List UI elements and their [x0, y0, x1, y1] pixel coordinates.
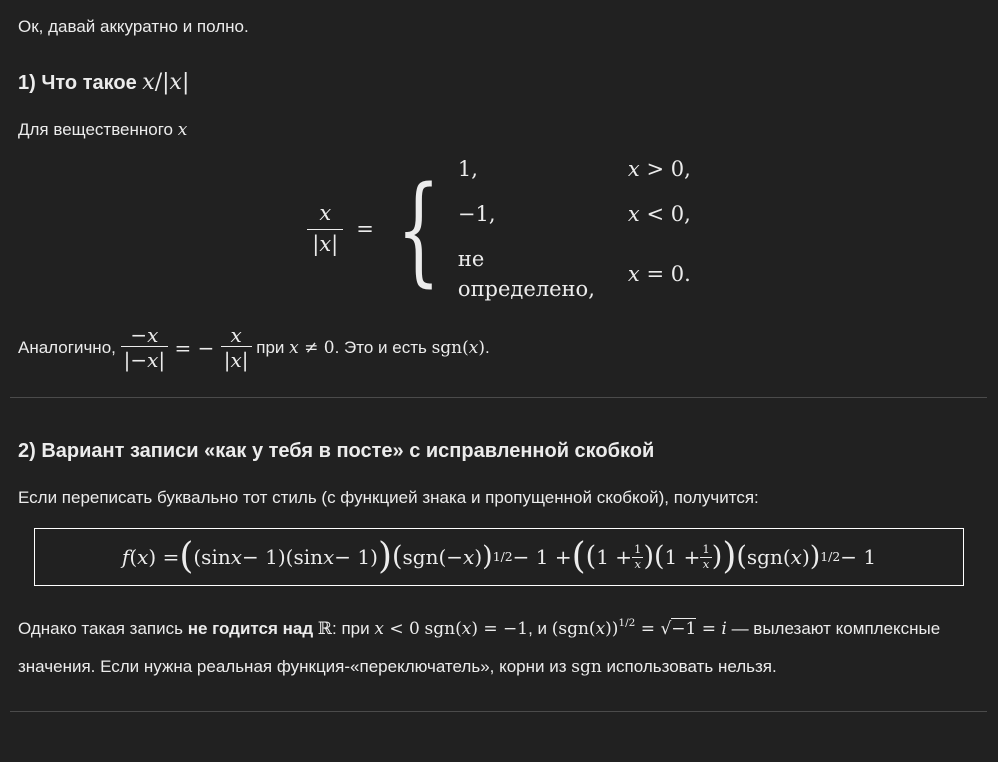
section1-lead-text: Для вещественного [18, 120, 178, 139]
fraction-numerator: x [319, 201, 332, 226]
fraction-denominator: |−x| [121, 346, 169, 371]
case-condition: x > 0, [627, 157, 691, 181]
case-condition: x < 0, [627, 202, 691, 226]
case-condition: x = 0. [627, 262, 691, 286]
fraction-numerator: −x [130, 323, 159, 347]
intro-text: Ок, давай аккуратно и полно. [18, 17, 249, 36]
cases-equation [18, 154, 980, 304]
case-value: 1, [457, 157, 478, 181]
section2-lead: Если переписать буквально тот стиль (с функцией знака и пропущенной скобкой), получится: [18, 488, 759, 507]
cases-brace: { [396, 160, 441, 298]
boxed-equation: f ( x ) = ( (sin x − 1)(sin x − 1) ) ( sgn(− x ) ) 1/2 − 1 + ( ( 1 + 1 x ) ( 1 + 1 x ) ) ( sgn( x ) ) 1/2 − 1 [34, 528, 964, 586]
cases-rows [458, 154, 691, 304]
equals-sign: = [356, 217, 374, 241]
section1-lead-math: x [177, 120, 188, 140]
lhs-fraction [307, 202, 343, 255]
section1-lead [18, 116, 980, 144]
equals-minus: = − [168, 335, 221, 360]
analog-suffix: при x ≠ 0. Это и есть sgn(x). [251, 337, 490, 358]
section1-heading-text: 1) Что такое [18, 72, 143, 94]
analog-fraction-1 [121, 324, 169, 371]
section2-outro: Однако такая запись не годится над ℝ: при x < 0 sgn(x) = −1, и $(sgn(x))^{1/2} = √-1 = i$ — вылезают комплексные значения. Если нужна реальная функция-«переключатель», корни из sgn использовать нельзя. [18, 617, 941, 677]
section2-heading: 2) Вариант записи «как у тебя в посте» с исправленной скобкой [18, 440, 655, 462]
section1-heading [18, 68, 980, 98]
section1-heading-math: x/|x| [142, 70, 190, 95]
analog-line [18, 324, 980, 371]
analog-fraction-2 [221, 324, 252, 371]
section-divider [10, 397, 987, 398]
case-value: −1, [457, 202, 496, 226]
fraction-denominator: |x| [307, 229, 343, 256]
fraction-denominator: |x| [221, 346, 252, 371]
fraction-numerator: x [230, 323, 242, 347]
case-value: не определено, [457, 247, 595, 301]
analog-text: Аналогично, [18, 337, 121, 357]
bottom-divider [10, 711, 987, 712]
